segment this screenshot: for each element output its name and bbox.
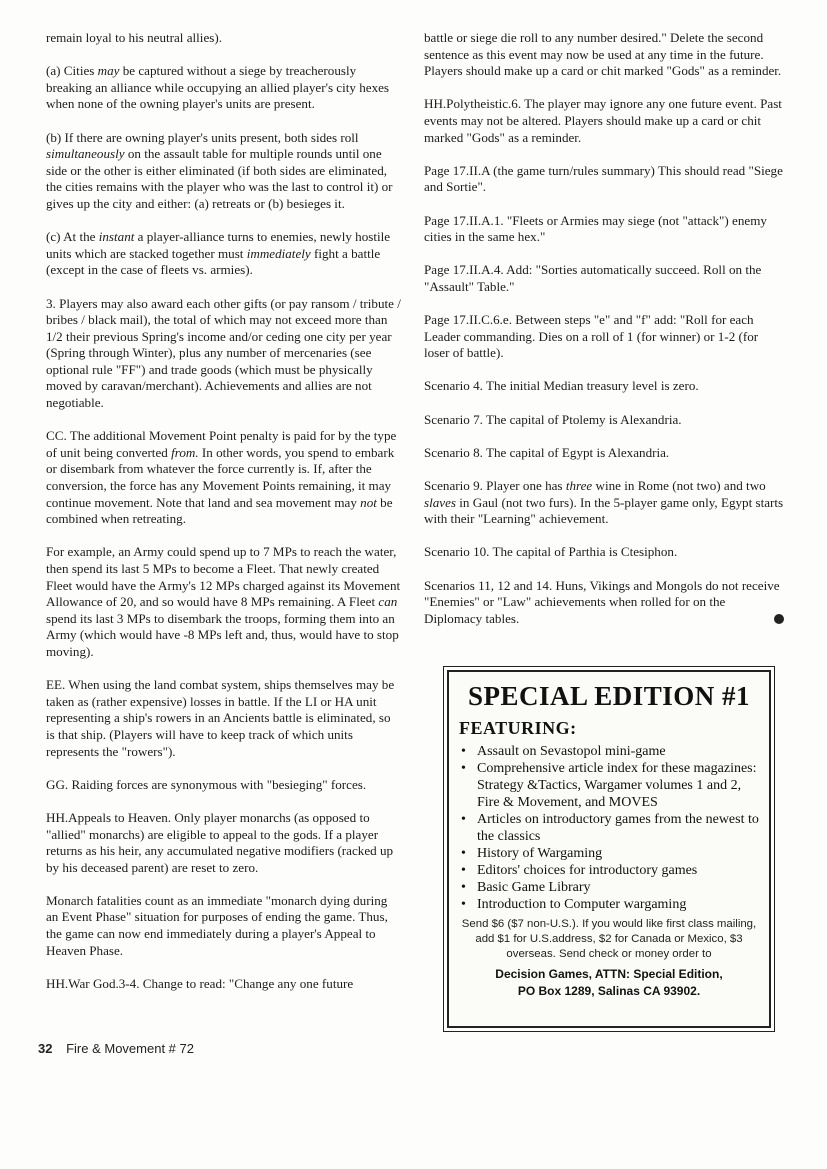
page-number: 32	[38, 1041, 53, 1056]
paragraph: battle or siege die roll to any number desired." Delete the second sentence as this event may now be used at any time in the future. Players should make up a card or chit marked "Gods" as a reminder.	[424, 30, 782, 79]
list-item: • Introduction to Computer wargaming	[461, 897, 687, 912]
special-edition-ad	[447, 670, 771, 1028]
bullet-icon: •	[461, 863, 466, 878]
ad-featuring-heading: FEATURING:	[459, 718, 577, 738]
paragraph: (a) Cities may be captured without a siege by treacherously breaking an alliance while occupying an allied player's city hexes when none of the owning player's units are present.	[46, 63, 390, 112]
ad-order-instructions: Send $6 ($7 non-U.S.). If you would like first class mailing, add $1 for U.S.address, $2 for Canada or Mexico, $3 overseas. Send check or money order to	[461, 918, 757, 960]
list-item: • History of Wargaming	[461, 846, 603, 861]
list-item: • Comprehensive article index for these magazines: Strategy &Tactics, Wargamer volumes 1 and 2, Fire & Movement, and MOVES	[461, 761, 757, 810]
paragraph: 3. Players may also award each other gifts (or pay ransom / tribute / bribes / black mail), the total of which may not exceed more than 1/2 their previous Spring's income and/or ceding one city per year (Spring through Winter), plus any number of mercenaries (see optional rule "FF") and trade goods (which must be physically moved by caravan/merchant). Achievements and allies are not negotiable.	[46, 295, 401, 411]
paragraph: EE. When using the land combat system, ships themselves may be taken as (rather expensive) losses in battle. If the LI or HA unit representing a ship's rowers in an Ancients battle is eliminated, so is that ship. (Players will have to keep track of which units represents the "rowers").	[46, 677, 395, 759]
bullet-icon: •	[461, 744, 466, 759]
list-item: • Basic Game Library	[461, 880, 591, 895]
paragraph: Scenario 9. Player one has three wine in Rome (not two) and two slaves in Gaul (not two furs). In the 5-player game only, Egypt starts with their "Learning" achievement.	[424, 478, 784, 527]
ad-address	[453, 966, 765, 1000]
right-column	[424, 30, 784, 644]
publication-name: Fire & Movement # 72	[66, 1041, 194, 1056]
paragraph: HH.Polytheistic.6. The player may ignore any one future event. Past events may not be altered. Players should make up a card or chit marked "Gods" as a reminder.	[424, 96, 782, 145]
bullet-icon: •	[461, 897, 466, 912]
paragraph: Scenario 7. The capital of Ptolemy is Alexandria.	[424, 411, 682, 427]
paragraph: Scenario 10. The capital of Parthia is Ctesiphon.	[424, 544, 678, 560]
bullet-icon: •	[461, 880, 466, 895]
ad-feature-list	[449, 743, 769, 913]
paragraph: Page 17.II.A (the game turn/rules summary) This should read "Siege and Sortie".	[424, 162, 783, 195]
paragraph: HH.War God.3-4. Change to read: "Change any one future	[46, 975, 354, 991]
bullet-icon: •	[461, 761, 466, 776]
paragraph: (c) At the instant a player-alliance turns to enemies, newly hostile units which are stacked together must immediately fight a battle (except in the case of fleets vs. armies).	[46, 229, 391, 278]
paragraph: For example, an Army could spend up to 7 MPs to reach the water, then spend its last 5 MPs to become a Fleet. That newly created Fleet would have the Army's 12 MPs charged against its Movement Allowance of 20, and so would have 8 MPs remaining. A Fleet can spend its last 3 MPs to disembark the troops, forming them into an Army (which would have -8 MPs left and, thus, would have to stop moving).	[46, 544, 401, 659]
paragraph-last: Scenarios 11, 12 and 14. Huns, Vikings and Mongols do not receive "Enemies" or "Law" achievements when rolled for on the Diplomacy tables.	[424, 578, 784, 628]
end-mark-icon	[774, 614, 784, 624]
paragraph: GG. Raiding forces are synonymous with "besieging" forces.	[46, 776, 367, 792]
ad-address-line: Decision Games, ATTN: Special Edition,	[495, 967, 723, 981]
paragraph: (b) If there are owning player's units present, both sides roll simultaneously on the assault table for multiple rounds until one side or the other is either eliminated (if both sides are eliminated, the cities remains with the player who was the last to control it) or gives up the city and either: (a) retreats or (b) besieges it.	[46, 129, 393, 211]
paragraph: Page 17.II.A.1. "Fleets or Armies may siege (not "attack") enemy cities in the same hex."	[424, 212, 767, 245]
bullet-icon: •	[461, 846, 466, 861]
paragraph: HH.Appeals to Heaven. Only player monarchs (as opposed to "allied" monarchs) are eligible to appeal to the gods. If a player returns as his heir, any accumulated negative modifiers (racked up by his deceased parent) are reset to zero.	[46, 809, 394, 875]
paragraph: Page 17.II.C.6.e. Between steps "e" and "f" add: "Roll for each Leader commanding. Dies on a roll of 1 (for winner) or 1-2 (for loser of battle).	[424, 312, 759, 361]
page-footer	[38, 1041, 194, 1056]
left-column	[46, 30, 402, 1009]
paragraph: Scenario 8. The capital of Egypt is Alexandria.	[424, 444, 670, 460]
paragraph: CC. The additional Movement Point penalty is paid for by the type of unit being converted from. In other words, you spend to embark or disembark from whatever the force currently is. If, after the conversion, the force has any Movement Points remaining, it may continue movement. Note that land and sea movement may not be combined when retreating.	[46, 428, 397, 527]
paragraph: remain loyal to his neutral allies).	[46, 30, 222, 45]
list-item: • Articles on introductory games from the newest to the classics	[461, 812, 759, 844]
paragraph: Monarch fatalities count as an immediate "monarch dying during an Event Phase" situation for purposes of ending the game. Thus, the game can now end immediately during a player's Appeal to Heaven Phase.	[46, 892, 388, 958]
ad-address-line: PO Box 1289, Salinas CA 93902.	[517, 984, 701, 998]
paragraph: Scenario 4. The initial Median treasury level is zero.	[424, 378, 699, 394]
bullet-icon: •	[461, 812, 466, 827]
paragraph: Page 17.II.A.4. Add: "Sorties automatically succeed. Roll on the "Assault" Table."	[424, 262, 762, 294]
list-item: • Editors' choices for introductory games	[461, 863, 698, 878]
list-item: • Assault on Sevastopol mini-game	[461, 744, 666, 759]
ad-title: SPECIAL EDITION #1	[467, 681, 751, 711]
